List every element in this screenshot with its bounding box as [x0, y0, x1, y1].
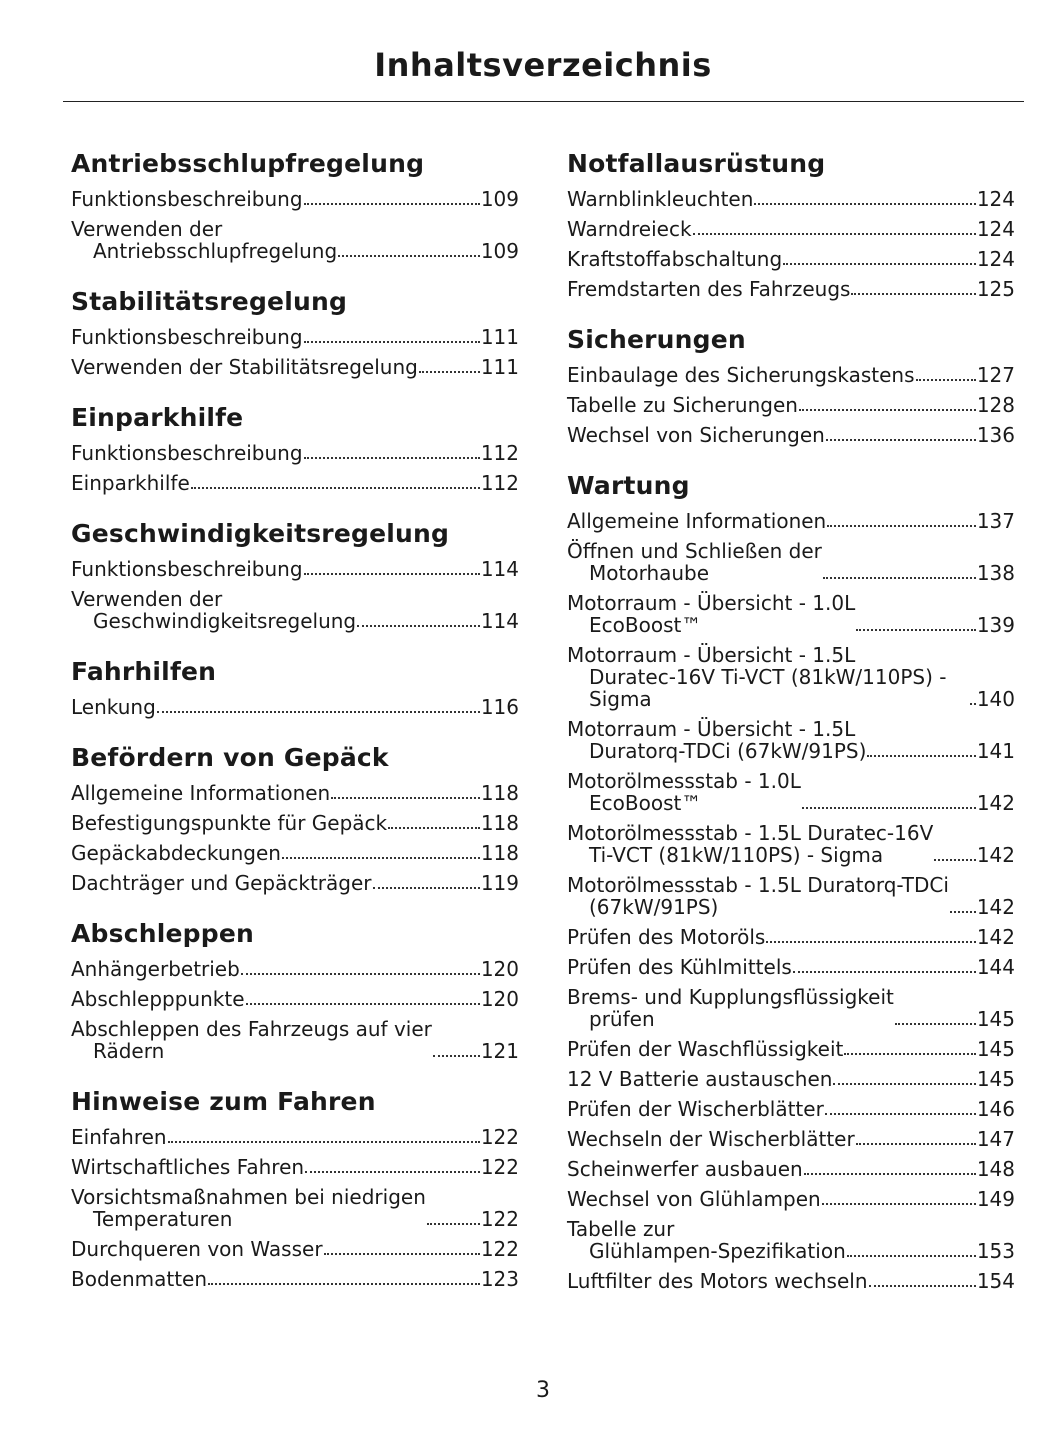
toc-section	[71, 400, 519, 498]
toc-entry[interactable]	[567, 714, 1015, 766]
entry-text	[567, 592, 855, 636]
entry-text	[71, 1018, 432, 1062]
entry-label: Verwenden der Stabilitätsregelung	[71, 355, 418, 379]
toc-entry[interactable]	[71, 868, 519, 898]
section-title: Notfallausrüstung	[567, 149, 826, 178]
toc-column-left	[71, 146, 519, 1312]
toc-entry[interactable]	[567, 982, 1015, 1034]
toc-entry[interactable]	[71, 954, 519, 984]
entry-label-continuation: EcoBoost™	[589, 791, 702, 815]
entry-page-number: 114	[480, 557, 519, 581]
entry-text	[567, 394, 798, 416]
dot-leader	[304, 203, 480, 205]
toc-entry[interactable]	[71, 214, 519, 266]
toc-entry[interactable]	[71, 1234, 519, 1264]
entry-label: Motorraum - Übersicht - 1.0L	[567, 591, 856, 615]
toc-entry[interactable]	[71, 984, 519, 1014]
entry-text	[567, 1128, 855, 1150]
toc-entry[interactable]	[567, 184, 1015, 214]
entry-page-number: 124	[976, 247, 1015, 271]
dot-leader	[970, 703, 976, 705]
entry-page-number: 145	[976, 1067, 1015, 1091]
dot-leader	[869, 1285, 976, 1287]
toc-entry[interactable]	[71, 468, 519, 498]
dot-leader	[157, 711, 480, 713]
entry-label-continuation: Temperaturen	[93, 1207, 233, 1231]
toc-section	[71, 740, 519, 898]
toc-entry[interactable]	[567, 640, 1015, 714]
toc-section	[71, 916, 519, 1066]
toc-entry[interactable]	[567, 1124, 1015, 1154]
entry-text	[71, 1268, 207, 1290]
entry-label-continuation: Motorhaube	[589, 561, 710, 585]
toc-entry[interactable]	[567, 360, 1015, 390]
dot-leader	[693, 233, 976, 235]
toc-entry[interactable]	[567, 1034, 1015, 1064]
dot-leader	[950, 911, 976, 913]
dot-leader	[823, 577, 976, 579]
entry-page-number: 118	[480, 811, 519, 835]
toc-entry[interactable]	[71, 1182, 519, 1234]
entry-label: Motorraum - Übersicht - 1.5L	[567, 717, 856, 741]
entry-page-number: 111	[480, 355, 519, 379]
dot-leader	[754, 203, 975, 205]
entry-page-number: 141	[976, 739, 1015, 763]
toc-entry[interactable]	[71, 1264, 519, 1294]
toc-section	[567, 322, 1015, 450]
entry-text	[71, 442, 303, 464]
entry-label: Anhängerbetrieb	[71, 957, 240, 981]
toc-entry[interactable]	[71, 808, 519, 838]
dot-leader	[304, 573, 480, 575]
page-number: 3	[536, 1378, 550, 1403]
dot-leader	[357, 625, 480, 627]
toc-section	[567, 146, 1015, 304]
entry-label: Prüfen der Wischerblätter	[567, 1097, 824, 1121]
entry-label: Allgemeine Informationen	[567, 509, 827, 533]
entry-label: Prüfen des Motoröls	[567, 925, 766, 949]
entry-text	[567, 1068, 832, 1090]
toc-entry[interactable]	[567, 274, 1015, 304]
entry-text	[71, 356, 418, 378]
entry-page-number: 122	[480, 1155, 519, 1179]
entry-label: Wirtschaftliches Fahren	[71, 1155, 305, 1179]
entry-page-number: 142	[976, 843, 1015, 867]
entry-page-number: 124	[976, 217, 1015, 241]
dot-leader	[168, 1141, 480, 1143]
dot-leader	[847, 1255, 976, 1257]
entry-label: Lenkung	[71, 695, 156, 719]
toc-entry[interactable]	[567, 1064, 1015, 1094]
entry-label: Verwenden der	[71, 587, 223, 611]
toc-entry[interactable]	[71, 584, 519, 636]
entry-text	[567, 1158, 803, 1180]
dot-leader	[304, 457, 480, 459]
dot-leader	[331, 797, 480, 799]
dot-leader	[783, 263, 976, 265]
entry-label-continuation: Geschwindigkeitsregelung	[93, 609, 357, 633]
entry-page-number: 144	[976, 955, 1015, 979]
toc-entry[interactable]	[71, 778, 519, 808]
entry-label: Funktionsbeschreibung	[71, 325, 303, 349]
dot-leader	[304, 341, 480, 343]
dot-leader	[241, 973, 480, 975]
entry-page-number: 148	[976, 1157, 1015, 1181]
toc-entry[interactable]	[71, 352, 519, 382]
entry-label: Wechseln der Wischerblätter	[567, 1127, 855, 1151]
entry-text	[71, 218, 337, 262]
entry-text	[71, 588, 356, 632]
dot-leader	[825, 1113, 976, 1115]
entry-page-number: 137	[976, 509, 1015, 533]
entry-label: Durchqueren von Wasser	[71, 1237, 323, 1261]
entry-label: Einbaulage des Sicherungskastens	[567, 363, 915, 387]
entry-label: Einparkhilfe	[71, 471, 190, 495]
dot-leader	[324, 1253, 480, 1255]
entry-page-number: 142	[976, 925, 1015, 949]
entry-text	[567, 822, 933, 866]
entry-text	[71, 696, 156, 718]
section-title: Befördern von Gepäck	[71, 743, 389, 772]
entry-label-continuation: Duratec-16V Ti-VCT (81kW/110PS) - Sigma	[589, 665, 947, 711]
entry-page-number: 146	[976, 1097, 1015, 1121]
entry-text	[71, 872, 372, 894]
dot-leader	[827, 525, 976, 527]
entry-page-number: 114	[480, 609, 519, 633]
toc-entry[interactable]	[567, 588, 1015, 640]
dot-leader	[373, 887, 480, 889]
entry-page-number: 136	[976, 423, 1015, 447]
toc-entry[interactable]	[71, 438, 519, 468]
entry-page-number: 122	[480, 1207, 519, 1231]
entry-label: Öffnen und Schließen der	[567, 539, 822, 563]
title-divider	[63, 101, 1024, 102]
toc-entry[interactable]	[567, 1184, 1015, 1214]
entry-page-number: 118	[480, 841, 519, 865]
entry-text	[567, 188, 753, 210]
dot-leader	[856, 1143, 976, 1145]
dot-leader	[208, 1283, 480, 1285]
entry-text	[567, 540, 822, 584]
entry-text	[71, 188, 303, 210]
toc-entry[interactable]	[567, 390, 1015, 420]
toc-entry[interactable]	[71, 322, 519, 352]
entry-label: Befestigungspunkte für Gepäck	[71, 811, 388, 835]
toc-entry[interactable]	[567, 766, 1015, 818]
entry-text	[567, 424, 825, 446]
entry-label: Verwenden der	[71, 217, 223, 241]
toc-section	[71, 1084, 519, 1294]
entry-text	[567, 1270, 868, 1292]
entry-label: Funktionsbeschreibung	[71, 441, 303, 465]
toc-entry[interactable]	[71, 1122, 519, 1152]
dot-leader	[766, 941, 975, 943]
page-title: Inhaltsverzeichnis	[374, 46, 712, 84]
entry-text	[567, 644, 969, 710]
toc-entry[interactable]	[71, 692, 519, 722]
dot-leader	[305, 1171, 480, 1173]
entry-text	[567, 248, 782, 270]
dot-leader	[851, 293, 975, 295]
entry-text	[567, 986, 894, 1030]
entry-page-number: 119	[480, 871, 519, 895]
entry-label: Abschlepppunkte	[71, 987, 245, 1011]
entry-label: Tabelle zur	[567, 1217, 675, 1241]
toc-entry[interactable]	[567, 536, 1015, 588]
entry-page-number: 109	[480, 239, 519, 263]
entry-label: Funktionsbeschreibung	[71, 187, 303, 211]
entry-text	[71, 558, 303, 580]
entry-label: Abschleppen des Fahrzeugs auf vier	[71, 1017, 432, 1041]
entry-label: Allgemeine Informationen	[71, 781, 331, 805]
toc-entry[interactable]	[71, 1014, 519, 1066]
entry-text	[567, 1218, 846, 1262]
entry-page-number: 128	[976, 393, 1015, 417]
entry-text	[71, 782, 330, 804]
section-title: Fahrhilfen	[71, 657, 217, 686]
toc-entry[interactable]	[567, 1214, 1015, 1266]
entry-text	[567, 1188, 821, 1210]
toc-section	[71, 516, 519, 636]
entry-label: 12 V Batterie austauschen	[567, 1067, 833, 1091]
dot-leader	[388, 827, 480, 829]
dot-leader	[916, 379, 976, 381]
section-title: Einparkhilfe	[71, 403, 244, 432]
entry-text	[567, 510, 826, 532]
entry-text	[71, 1186, 426, 1230]
entry-page-number: 140	[976, 687, 1015, 711]
entry-label: Gepäckabdeckungen	[71, 841, 281, 865]
dot-leader	[246, 1003, 480, 1005]
toc-section	[71, 284, 519, 382]
entry-label: Brems- und Kupplungsflüssigkeit	[567, 985, 894, 1009]
dot-leader	[895, 1023, 976, 1025]
entry-page-number: 142	[976, 791, 1015, 815]
toc-entry[interactable]	[567, 870, 1015, 922]
entry-text	[567, 1038, 843, 1060]
toc-entry[interactable]	[567, 214, 1015, 244]
entry-page-number: 116	[480, 695, 519, 719]
entry-label: Wechsel von Glühlampen	[567, 1187, 821, 1211]
entry-label-continuation: Duratorq-TDCi (67kW/91PS)	[589, 739, 867, 763]
dot-leader	[793, 971, 976, 973]
entry-page-number: 149	[976, 1187, 1015, 1211]
toc-entry[interactable]	[71, 838, 519, 868]
entry-label: Motorraum - Übersicht - 1.5L	[567, 643, 856, 667]
toc-entry[interactable]	[567, 244, 1015, 274]
entry-page-number: 111	[480, 325, 519, 349]
entry-label: Motorölmessstab - 1.5L Duratorq-TDCi	[567, 873, 949, 897]
section-title: Hinweise zum Fahren	[71, 1087, 376, 1116]
dot-leader	[826, 439, 976, 441]
dot-leader	[282, 857, 480, 859]
dot-leader	[419, 371, 480, 373]
entry-label-continuation: (67kW/91PS)	[589, 895, 719, 919]
entry-text	[567, 956, 792, 978]
toc-entry[interactable]	[567, 420, 1015, 450]
entry-page-number: 112	[480, 471, 519, 495]
toc-column-right	[567, 146, 1015, 1314]
entry-page-number: 112	[480, 441, 519, 465]
entry-page-number: 124	[976, 187, 1015, 211]
entry-page-number: 154	[976, 1269, 1015, 1293]
entry-label: Vorsichtsmaßnahmen bei niedrigen	[71, 1185, 426, 1209]
entry-label-continuation: Glühlampen-Spezifikation	[589, 1239, 846, 1263]
toc-entry[interactable]	[71, 184, 519, 214]
toc-entry[interactable]	[567, 818, 1015, 870]
entry-page-number: 123	[480, 1267, 519, 1291]
dot-leader	[799, 409, 976, 411]
entry-text	[71, 1126, 167, 1148]
entry-page-number: 109	[480, 187, 519, 211]
toc-section	[71, 654, 519, 722]
entry-page-number: 122	[480, 1125, 519, 1149]
entry-label: Wechsel von Sicherungen	[567, 423, 825, 447]
toc-section	[71, 146, 519, 266]
entry-label: Bodenmatten	[71, 1267, 208, 1291]
entry-text	[567, 278, 850, 300]
dot-leader	[433, 1055, 480, 1057]
entry-page-number: 125	[976, 277, 1015, 301]
entry-page-number: 147	[976, 1127, 1015, 1151]
section-title: Sicherungen	[567, 325, 746, 354]
entry-label: Einfahren	[71, 1125, 167, 1149]
section-title: Abschleppen	[71, 919, 255, 948]
section-title: Geschwindigkeitsregelung	[71, 519, 450, 548]
entry-text	[71, 326, 303, 348]
entry-text	[567, 364, 915, 386]
entry-label-continuation: Ti-VCT (81kW/110PS) - Sigma	[589, 843, 884, 867]
toc-entry[interactable]	[567, 952, 1015, 982]
entry-page-number: 139	[976, 613, 1015, 637]
entry-label: Tabelle zu Sicherungen	[567, 393, 798, 417]
dot-leader	[427, 1223, 480, 1225]
entry-text	[71, 958, 240, 980]
entry-label: Dachträger und Gepäckträger	[71, 871, 372, 895]
entry-label: Luftfilter des Motors wechseln	[567, 1269, 868, 1293]
dot-leader	[822, 1203, 976, 1205]
entry-label: Warnblinkleuchten	[567, 187, 754, 211]
dot-leader	[844, 1053, 975, 1055]
entry-label-continuation: Antriebsschlupfregelung	[93, 239, 338, 263]
entry-page-number: 138	[976, 561, 1015, 585]
entry-label: Funktionsbeschreibung	[71, 557, 303, 581]
entry-label: Kraftstoffabschaltung	[567, 247, 783, 271]
dot-leader	[338, 255, 480, 257]
dot-leader	[867, 755, 975, 757]
entry-page-number: 142	[976, 895, 1015, 919]
toc-entry[interactable]	[71, 1152, 519, 1182]
section-title: Antriebsschlupfregelung	[71, 149, 425, 178]
entry-text	[567, 218, 692, 240]
entry-label: Motorölmessstab - 1.0L	[567, 769, 801, 793]
toc-entry[interactable]	[567, 1266, 1015, 1296]
dot-leader	[802, 807, 976, 809]
toc-entry[interactable]	[567, 506, 1015, 536]
entry-text	[567, 718, 866, 762]
toc-entry[interactable]	[567, 1154, 1015, 1184]
entry-label: Prüfen des Kühlmittels	[567, 955, 792, 979]
entry-page-number: 145	[976, 1007, 1015, 1031]
entry-text	[567, 926, 765, 948]
entry-text	[71, 988, 245, 1010]
dot-leader	[833, 1083, 975, 1085]
entry-page-number: 145	[976, 1037, 1015, 1061]
entry-text	[567, 874, 949, 918]
entry-text	[567, 770, 801, 814]
entry-label-continuation: prüfen	[589, 1007, 655, 1031]
entry-page-number: 122	[480, 1237, 519, 1261]
dot-leader	[934, 859, 976, 861]
entry-page-number: 121	[480, 1039, 519, 1063]
entry-page-number: 118	[480, 781, 519, 805]
entry-page-number: 153	[976, 1239, 1015, 1263]
toc-entry[interactable]	[71, 554, 519, 584]
toc-entry[interactable]	[567, 922, 1015, 952]
dot-leader	[856, 629, 976, 631]
entry-label: Scheinwerfer ausbauen	[567, 1157, 803, 1181]
entry-label-continuation: EcoBoost™	[589, 613, 702, 637]
entry-page-number: 127	[976, 363, 1015, 387]
entry-text	[71, 1156, 304, 1178]
section-title: Stabilitätsregelung	[71, 287, 348, 316]
entry-text	[71, 812, 387, 834]
entry-text	[71, 472, 190, 494]
entry-text	[71, 842, 281, 864]
dot-leader	[804, 1173, 976, 1175]
entry-text	[71, 1238, 323, 1260]
section-title: Wartung	[567, 471, 690, 500]
entry-label: Warndreieck	[567, 217, 692, 241]
entry-page-number: 120	[480, 957, 519, 981]
entry-label: Prüfen der Waschflüssigkeit	[567, 1037, 844, 1061]
entry-label: Fremdstarten des Fahrzeugs	[567, 277, 851, 301]
entry-text	[567, 1098, 824, 1120]
toc-section	[567, 468, 1015, 1296]
dot-leader	[191, 487, 480, 489]
entry-label-continuation: Rädern	[93, 1039, 165, 1063]
entry-page-number: 120	[480, 987, 519, 1011]
toc-entry[interactable]	[567, 1094, 1015, 1124]
entry-label: Motorölmessstab - 1.5L Duratec-16V	[567, 821, 934, 845]
